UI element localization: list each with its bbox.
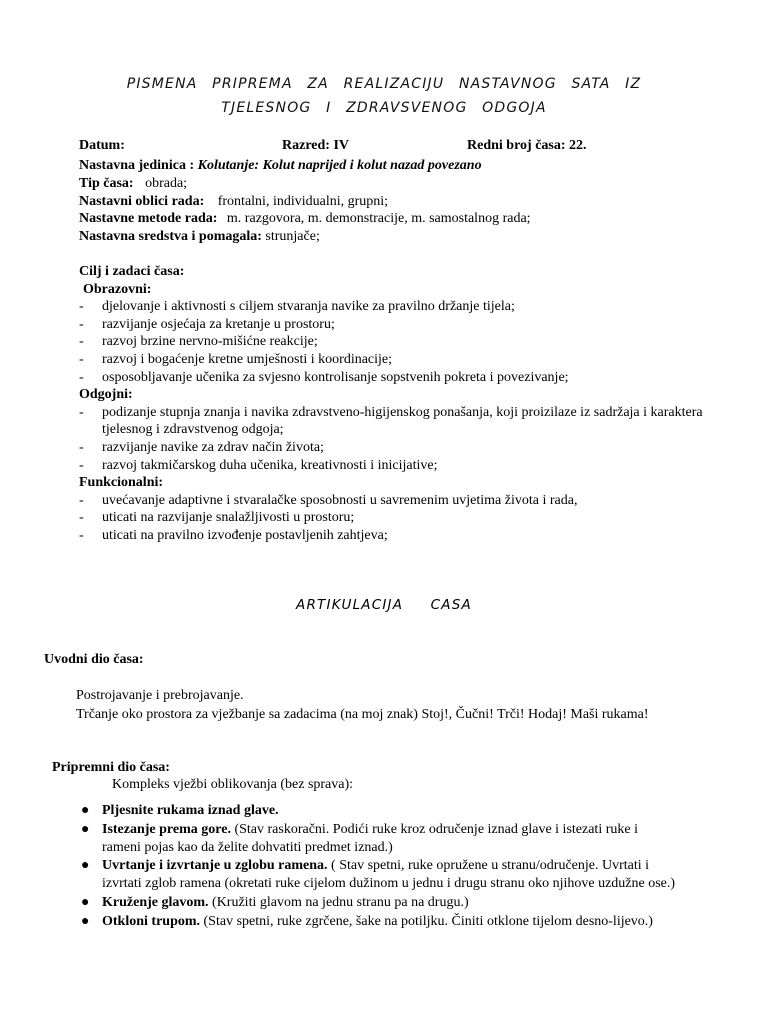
- nastavne-metode-value: m. razgovora, m. demonstracije, m. samostalnog rada;: [226, 211, 531, 227]
- odgojni-heading: Odgojni:: [79, 387, 133, 403]
- exercise-item: [79, 802, 679, 820]
- goal-text: razvoj takmičarskog duha učenika, kreativnosti i inicijative;: [102, 457, 438, 473]
- exercise-item: [79, 913, 679, 931]
- nastavna-jedinica-label: Nastavna jedinica :: [79, 158, 195, 173]
- nastavna-sredstva-row: [79, 228, 719, 246]
- obrazovni-heading: Obrazovni:: [83, 281, 152, 297]
- goal-list-item: [79, 509, 719, 527]
- pripremni-exercise-list: [79, 802, 679, 932]
- dash-marker: -: [79, 316, 84, 332]
- dash-marker: -: [79, 527, 84, 543]
- uvodni-heading: Uvodni dio časa:: [44, 652, 144, 667]
- goal-list-item: [79, 439, 719, 457]
- dash-marker: -: [79, 457, 84, 473]
- dash-marker: -: [79, 351, 84, 367]
- exercise-name: Kruženje glavom.: [102, 894, 209, 910]
- goal-text: uvećavanje adaptivne i stvaralačke sposobnosti u savremenim uvjetima života i rada,: [102, 492, 578, 508]
- nastavna-sredstva-value: strunjače;: [265, 229, 320, 245]
- cilj-heading: Cilj i zadaci časa:: [79, 264, 185, 279]
- tip-casa-label: Tip časa:: [79, 175, 134, 191]
- pripremni-heading: Pripremni dio časa:: [52, 760, 170, 775]
- bullet-icon: ●: [81, 894, 90, 910]
- nastavne-metode-label: Nastavne metode rada:: [79, 211, 218, 227]
- dash-marker: -: [79, 439, 84, 455]
- goal-list-item: [79, 351, 719, 369]
- exercise-item: [79, 821, 679, 857]
- nastavni-oblici-row: [79, 193, 719, 211]
- goal-list-item: [79, 404, 719, 439]
- goal-list-item: [79, 298, 719, 316]
- document-title-line-1: PISMENA PRIPREMA ZA REALIZACIJU NASTAVNOG SATA IZ: [126, 76, 642, 92]
- goal-list-item: [79, 333, 719, 351]
- bullet-icon: ●: [81, 821, 90, 837]
- uvodni-body: [76, 686, 736, 724]
- tip-casa-value: obrada;: [145, 175, 188, 191]
- goals-section: [79, 263, 719, 545]
- exercise-name: Pljesnite rukama iznad glave.: [102, 803, 279, 818]
- exercise-name: Uvrtanje i izvrtanje u zglobu ramena.: [102, 858, 328, 874]
- tip-casa-row: [79, 175, 719, 193]
- nastavna-jedinica-row: [79, 157, 719, 175]
- goal-text: osposobljavanje učenika za svjesno kontrolisanje sopstvenih pokreta i povezivanje;: [102, 369, 569, 385]
- goal-text: uticati na pravilno izvođenje postavljenih zahtjeva;: [102, 527, 388, 543]
- goal-text: djelovanje i aktivnosti s ciljem stvaranja navike za pravilno držanje tijela;: [102, 299, 515, 315]
- dash-marker: -: [79, 510, 84, 526]
- goal-list-item: [79, 457, 719, 475]
- dash-marker: -: [79, 492, 84, 508]
- redni-broj-label: Redni broj časa: 22.: [467, 138, 587, 153]
- nastavna-sredstva-label: Nastavna sredstva i pomagala:: [79, 229, 262, 245]
- dash-marker: -: [79, 369, 84, 385]
- goal-text: uticati na razvijanje snalažljivosti u prostoru;: [102, 510, 355, 526]
- exercise-name: Istezanje prema gore.: [102, 821, 231, 837]
- bullet-icon: ●: [81, 858, 90, 874]
- exercise-description: (Kružiti glavom na jednu stranu pa na drugu.): [208, 894, 469, 910]
- obrazovni-list: [79, 298, 719, 386]
- meta-row: [79, 138, 719, 156]
- dash-marker: -: [79, 404, 84, 420]
- goal-list-item: [79, 316, 719, 334]
- exercise-description: ( Stav spetni, ruke opružene u stranu/odručenje. Uvrtati i izvrtati zglob ramena (okretati ruke cijelom dužinom u jednu i drugu stranu oko njihove uzdužne ose.): [102, 858, 676, 892]
- nastavni-oblici-label: Nastavni oblici rada:: [79, 193, 205, 209]
- pripremni-subheading: Kompleks vježbi oblikovanja (bez sprava):: [112, 777, 354, 792]
- bullet-icon: ●: [81, 913, 90, 929]
- goal-text: razvoj brzine nervno-mišićne reakcije;: [102, 334, 318, 350]
- goal-text: podizanje stupnja znanja i navika zdravstveno-higijenskog ponašanja, koji proizilaze iz sadržaja i karaktera tjelesnog i zdravstvenog odgoja;: [102, 404, 703, 438]
- odgojni-list: [79, 404, 719, 474]
- goal-list-item: [79, 527, 719, 545]
- dash-marker: -: [79, 299, 84, 315]
- datum-label: Datum:: [79, 138, 125, 153]
- artikulacija-heading: ARTIKULACIJA CASA: [296, 597, 472, 613]
- goal-text: razvijanje osjećaja za kretanje u prostoru;: [102, 316, 335, 332]
- goal-list-item: [79, 492, 719, 510]
- funkcionalni-list: [79, 492, 719, 545]
- goal-list-item: [79, 369, 719, 387]
- uvodni-line-1: Postrojavanje i prebrojavanje.: [76, 688, 244, 703]
- dash-marker: -: [79, 334, 84, 350]
- goal-text: razvoj i bogaćenje kretne umješnosti i koordinacije;: [102, 351, 393, 367]
- exercise-item: [79, 894, 679, 912]
- goal-text: razvijanje navike za zdrav način života;: [102, 439, 324, 455]
- nastavni-oblici-value: frontalni, individualni, grupni;: [217, 193, 389, 209]
- exercise-description: (Stav raskoračni. Podići ruke kroz odručenje iznad glave i istezati ruke i rameni pojas kao da želite dohvatiti predmet iznad.): [102, 821, 638, 855]
- exercise-item: [79, 857, 679, 893]
- funkcionalni-heading: Funkcionalni:: [79, 475, 164, 491]
- bullet-icon: ●: [81, 803, 90, 818]
- nastavne-metode-row: [79, 210, 719, 228]
- document-title-line-2: TJELESNOG I ZDRAVSVENOG ODGOJA: [221, 100, 547, 116]
- uvodni-line-2: Trčanje oko prostora za vježbanje sa zadacima (na moj znak) Stoj!, Čučni! Trči! Hodaj! Maši rukama!: [76, 707, 649, 722]
- exercise-name: Otkloni trupom.: [102, 913, 201, 929]
- lesson-info: [79, 157, 719, 246]
- nastavna-jedinica-value: Kolutanje: Kolut naprijed i kolut nazad povezano: [197, 158, 482, 173]
- exercise-description: (Stav spetni, ruke zgrčene, šake na potiljku. Činiti otklone tijelom desno-lijevo.): [200, 913, 653, 929]
- razred-label: Razred: IV: [282, 138, 350, 153]
